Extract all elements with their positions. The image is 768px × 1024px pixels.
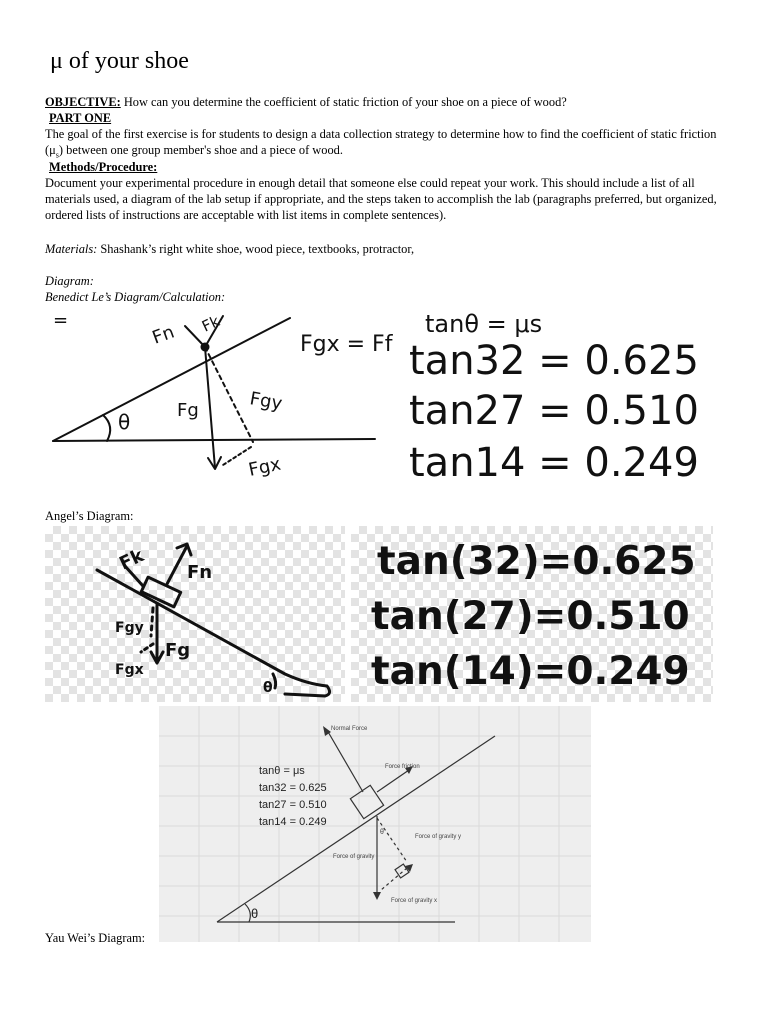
angel-calc-line-3: tan(14)=0.249	[371, 649, 690, 694]
diagram-label: Diagram:	[45, 274, 94, 288]
yau-label-gravity-y: Force of gravity y	[415, 834, 462, 840]
yau-label-theta-small: θ	[380, 829, 384, 836]
benedict-label-fgy: Fgy	[248, 388, 284, 415]
yau-label-gravity-x: Force of gravity x	[391, 898, 438, 904]
materials-paragraph	[45, 241, 725, 257]
benedict-caption: Benedict Le’s Diagram/Calculation:	[45, 290, 226, 304]
angel-calc-image	[351, 526, 713, 702]
part-one-heading	[49, 110, 729, 126]
part-one-subscript: s	[55, 150, 59, 160]
objective-paragraph	[45, 94, 725, 110]
yau-label-force-gravity: Force of gravity	[333, 854, 375, 860]
yau-label-normal-force: Normal Force	[331, 726, 368, 732]
part-one-paragraph	[45, 126, 725, 163]
yau-label-theta: θ	[251, 906, 259, 921]
angel-label-fgx: Fgx	[115, 662, 144, 678]
benedict-label-theta: θ	[118, 410, 131, 434]
methods-heading-text: Methods/Procedure:	[49, 160, 158, 174]
benedict-label-fn: Fn	[149, 321, 178, 349]
angel-label-fk: Fk	[116, 545, 148, 575]
angel-calc-line-2: tan(27)=0.510	[371, 594, 690, 639]
benedict-calc-line-3: tan27 = 0.510	[409, 388, 699, 434]
yau-calc-line-2: tan32 = 0.625	[259, 782, 327, 794]
angel-calc-line-1: tan(32)=0.625	[377, 539, 696, 584]
angel-diagram-image	[45, 526, 345, 702]
materials-label: Materials:	[45, 242, 98, 256]
yau-label-force-friction: Force friction	[385, 764, 420, 770]
benedict-formula: Fgx = Ff	[300, 332, 393, 357]
benedict-label-fg: Fg	[177, 400, 199, 421]
angel-label-fg: Fg	[165, 640, 191, 661]
angel-label-theta: θ	[263, 680, 273, 696]
benedict-diagram-svg	[45, 306, 720, 488]
objective-label: OBJECTIVE:	[45, 95, 121, 109]
materials-text: Shashank’s right white shoe, wood piece, textbooks, protractor,	[97, 242, 415, 256]
benedict-label-fk: Fk	[199, 311, 223, 336]
angel-label-fn: Fn	[187, 562, 213, 583]
benedict-dash-mark: =	[53, 310, 69, 331]
yau-diagram-image	[159, 706, 591, 942]
yau-calc-line-1: tanθ = μs	[259, 765, 305, 777]
benedict-calc-line-2: tan32 = 0.625	[409, 338, 699, 384]
part-one-text-b: ) between one group member's shoe and a piece of wood.	[58, 143, 343, 157]
benedict-calc-line-1: tanθ = μs	[425, 310, 543, 338]
page-title: μ of your shoe	[50, 48, 189, 74]
yau-caption: Yau Wei’s Diagram:	[45, 931, 146, 945]
benedict-calc-line-4: tan14 = 0.249	[409, 440, 699, 486]
part-one-text-a: The goal of the first exercise is for students to design a data collection strategy to determine how to find the coefficient of static friction (μ	[45, 127, 717, 157]
benedict-label-fgx: Fgx	[246, 453, 283, 481]
yau-diagram-svg	[159, 706, 591, 942]
methods-heading	[49, 159, 729, 175]
yau-calc-line-4: tan14 = 0.249	[259, 816, 327, 828]
angel-diagram-svg	[45, 526, 345, 702]
yau-calc-line-3: tan27 = 0.510	[259, 799, 327, 811]
part-one-heading-text: PART ONE	[49, 111, 112, 125]
objective-text: How can you determine the coefficient of static friction of your shoe on a piece of wood?	[120, 95, 567, 109]
angel-caption: Angel’s Diagram:	[45, 509, 134, 523]
angel-label-fgy: Fgy	[115, 620, 144, 636]
methods-paragraph: Document your experimental procedure in enough detail that someone else could repeat your work. This should include a list of all materials used, a diagram of the lab setup if appropriate, and the steps taken to accomplish the lab (paragraphs preferred, but organized, ordered lists of instructions are acceptable with list items in complete sentences).	[45, 176, 717, 222]
angel-calc-svg	[351, 526, 713, 702]
benedict-diagram-image	[45, 306, 720, 488]
